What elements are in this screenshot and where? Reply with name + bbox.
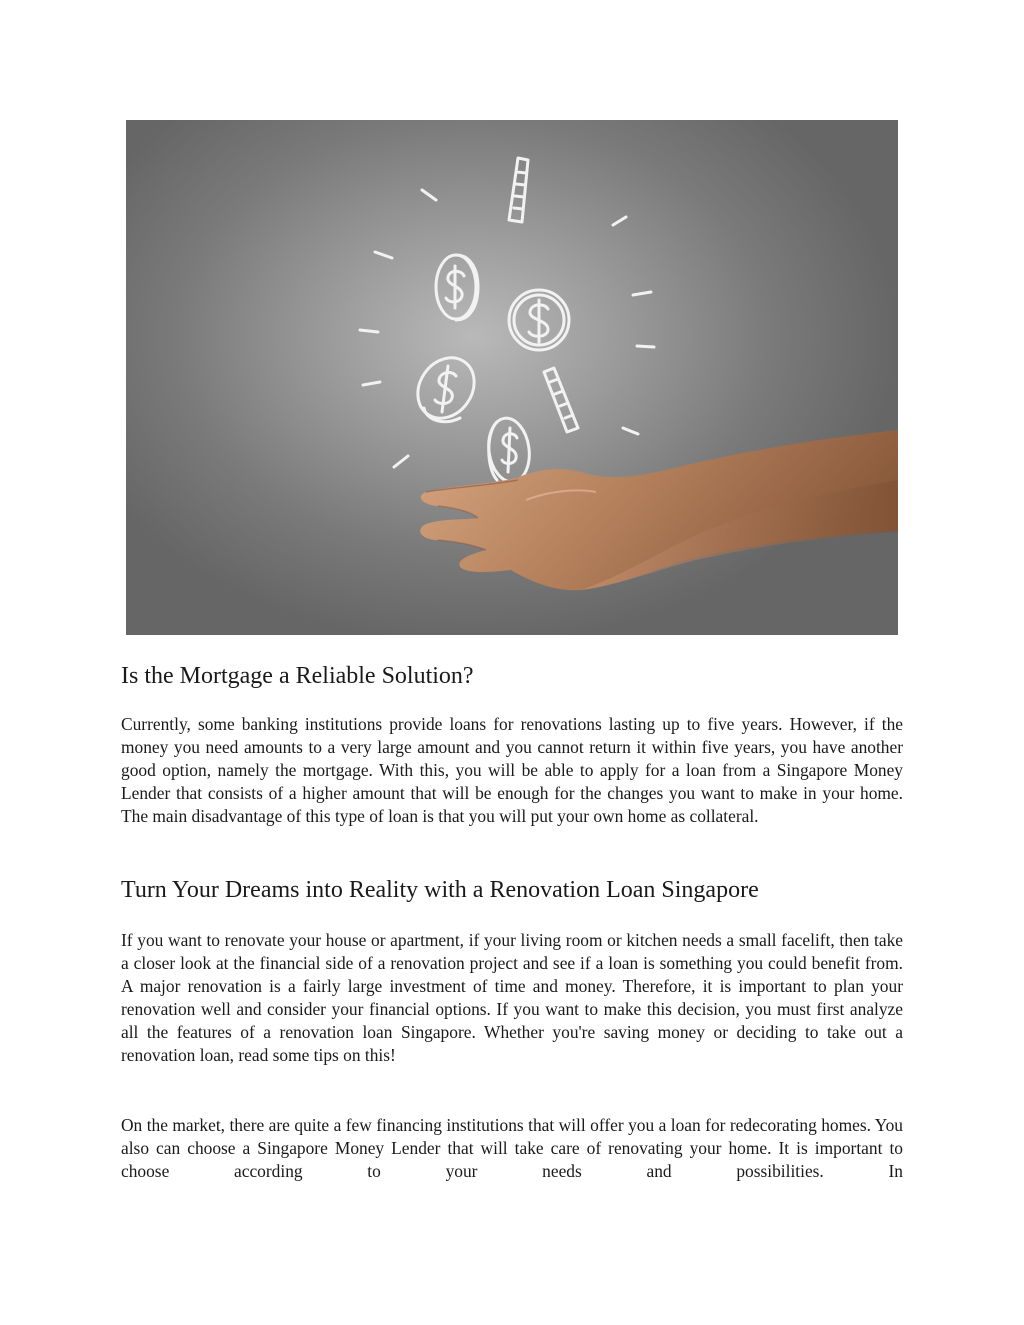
hand-with-dollar-coins-icon [126,120,898,635]
hero-image [126,120,898,635]
paragraph-financing-institutions: On the market, there are quite a few financing institutions that will offer you a loan for redecorating homes. You also can choose a Singapore Money Lender that will take care of renovating your home. It is important to choose according to your needs and possibilities. In [121,1115,903,1182]
section-heading-mortgage: Is the Mortgage a Reliable Solution? [121,663,474,689]
section-heading-renovation-loan: Turn Your Dreams into Reality with a Renovation Loan Singapore [121,877,759,903]
paragraph-renovation-loan: If you want to renovate your house or apartment, if your living room or kitchen needs a small facelift, then take a closer look at the financial side of a renovation project and see if a loan is something you could benefit from. A major renovation is a fairly large investment of time and money. Therefore, it is important to plan your renovation well and consider your financial options. If you want to make this decision, you must first analyze all the features of a renovation loan Singapore. Whether you're saving money or deciding to take out a renovation loan, read some tips on this! [121,930,903,1066]
paragraph-mortgage: Currently, some banking institutions provide loans for renovations lasting up to five years. However, if the money you need amounts to a very large amount and you cannot return it within five years, you have another good option, namely the mortgage. With this, you will be able to apply for a loan from a Singapore Money Lender that consists of a higher amount that will be enough for the changes you want to make in your home. The main disadvantage of this type of loan is that you will put your own home as collateral. [121,714,903,827]
